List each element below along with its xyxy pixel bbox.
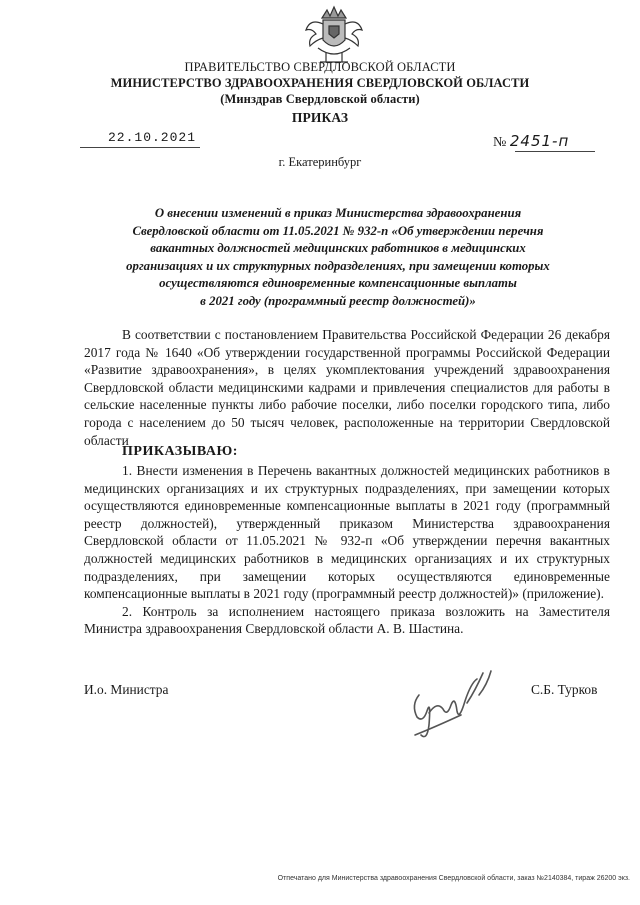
ministry-name: МИНИСТЕРСТВО ЗДРАВООХРАНЕНИЯ СВЕРДЛОВСКОЙ ОБЛАСТИ [110,76,530,90]
title-line: вакантных должностей медицинских работников в медицинских [150,241,526,256]
order-title [88,205,588,311]
date-underline [80,147,200,148]
order-item-2: 2. Контроль за исполнением настоящего приказа возложить на Заместителя Министра здравоохранения Свердловской области А. В. Шастина. [84,603,610,637]
title-line: О внесении изменений в приказ Министерства здравоохранения [154,206,522,220]
title-line: Свердловской области от 11.05.2021 № 932-п «Об утверждении перечня [132,223,544,238]
government-name: ПРАВИТЕЛЬСТВО СВЕРДЛОВСКОЙ ОБЛАСТИ [184,60,456,74]
number-underline [515,151,595,152]
preamble-paragraph: В соответствии с постановлением Правительства Российской Федерации 26 декабря 2017 года № 1640 «Об утверждении государственной программы Российской Федерации «Развитие здравоохранения», в целях укомплектования учреждений здравоохранения Свердловской области медицинскими кадрами и привлечения специалистов для работы в сельские населенные пункты либо рабочие поселки, либо поселки городского типа, либо города с населением до 50 тысяч человек, расположенные на территории Свердловской области [84,327,610,448]
coat-of-arms-emblem [296,4,372,66]
city: г. Екатеринбург [278,155,362,169]
number-sign: № [493,135,507,150]
order-item-1: 1. Внести изменения в Перечень вакантных должностей медицинских работников в медицинских организациях и их структурных подразделениях, при замещении которых осуществляются единовременные компенсационные выплаты в 2021 году (программный реестр должностей), утвержденный приказом Министерства здравоохранения Свердловской области от 11.05.2021 № 932-п «Об утверждении перечня вакантных должностей медицинских работников в медицинских организациях и их структурных подразделениях, при замещении которых осуществляются единовременные компенсационные выплаты в 2021 году (программный реестр должностей)» (приложение). [84,463,610,602]
order-number-value: 2451-п [509,132,570,150]
order-number [493,132,569,151]
handwritten-signature [405,665,505,745]
print-footer: Отпечатано для Министерства здравоохранения Свердловской области, заказ №2140384, тираж 26200 экз. [277,875,630,882]
document-type: ПРИКАЗ [291,110,349,125]
order-items [84,462,610,638]
order-word: ПРИКАЗЫВАЮ: [122,444,238,459]
signer-name: С.Б. Турков [531,682,598,697]
title-line: осуществляются единовременные компенсационные выплаты [159,276,517,291]
preamble-section [84,326,610,449]
order-date: 22.10.2021 [108,130,197,145]
signer-position: И.о. Министра [84,682,169,697]
ministry-short-name: (Минздрав Свердловской области) [220,92,420,106]
title-line: в 2021 году (программный реестр должностей)» [200,293,476,308]
title-line: организациях и их структурных подразделениях, при замещении которых [126,258,550,273]
